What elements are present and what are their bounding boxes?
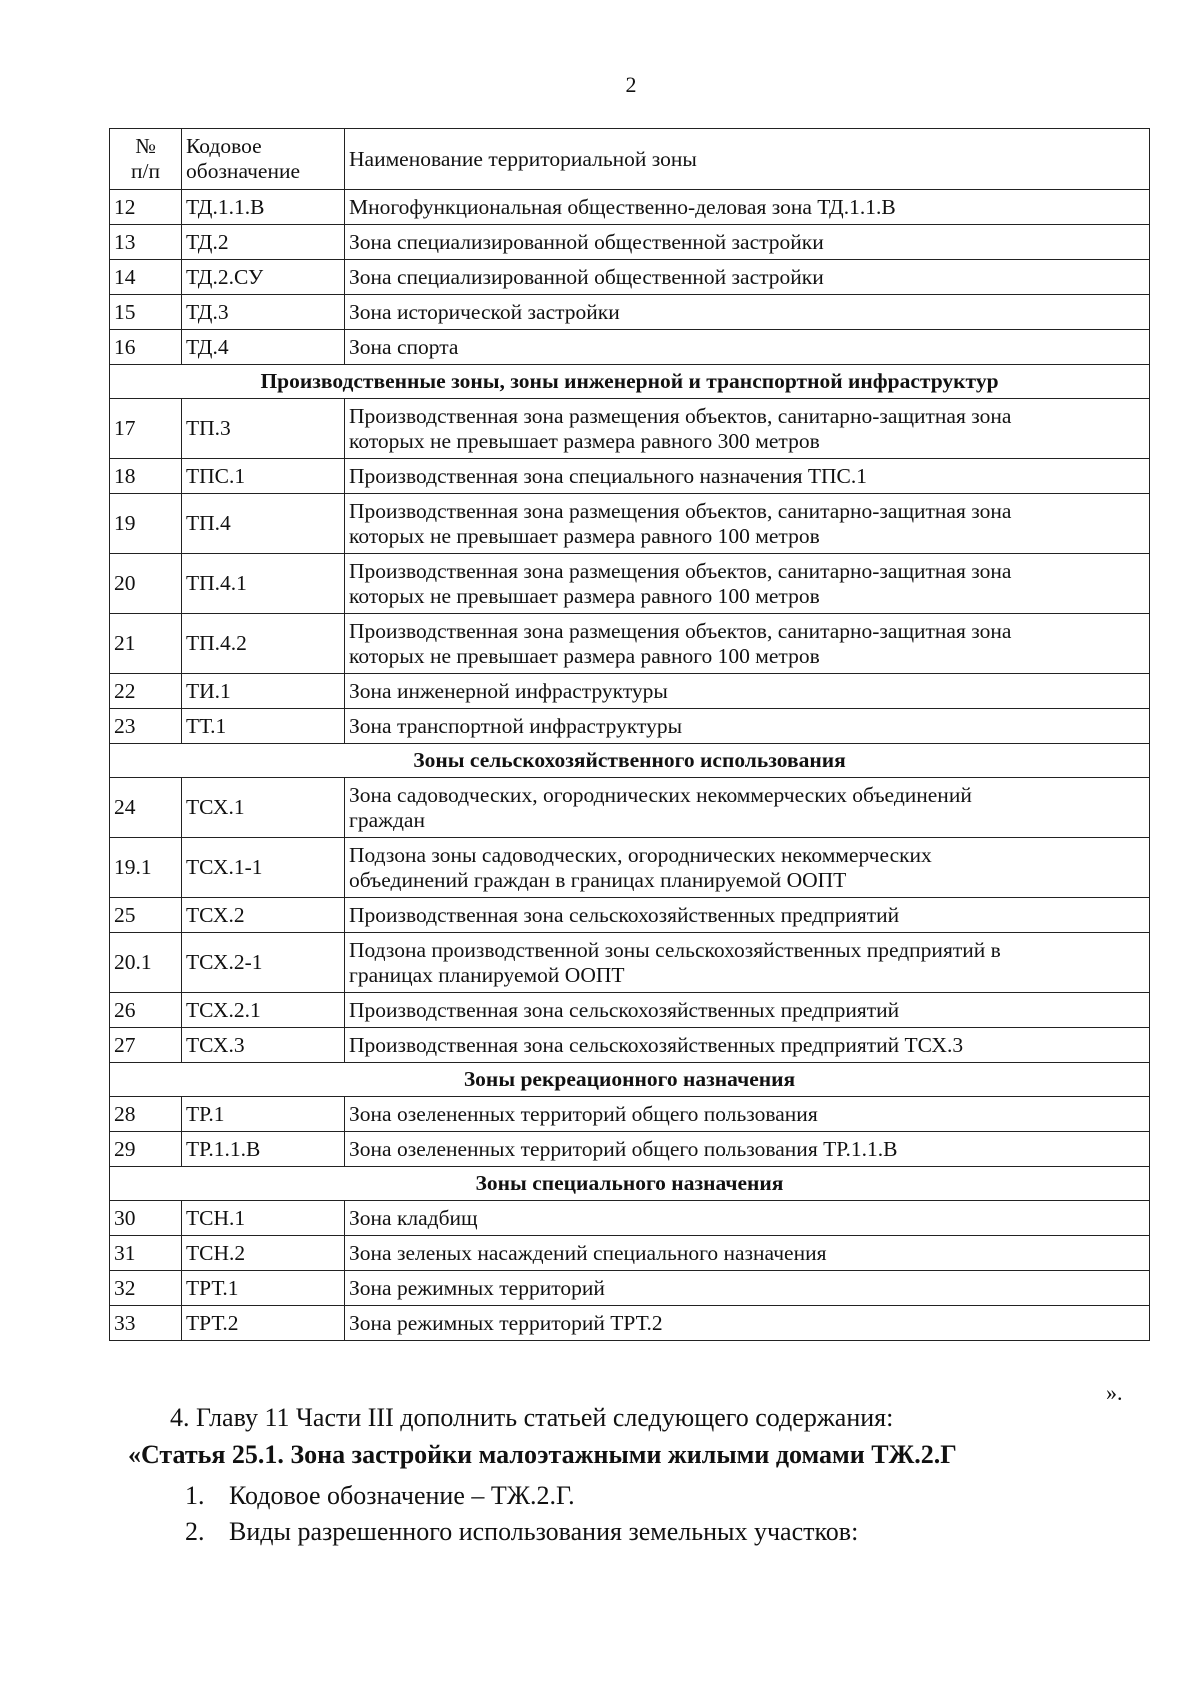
- row-number: 25: [110, 898, 182, 933]
- table-row: [110, 674, 1150, 709]
- row-zone-name: [345, 1132, 1150, 1167]
- row-code: ТД.2.СУ: [182, 260, 345, 295]
- table-row: [110, 554, 1150, 614]
- row-code: ТП.4.2: [182, 614, 345, 674]
- row-number: 28: [110, 1097, 182, 1132]
- table-section-row: [110, 1063, 1150, 1097]
- zone-name-line: Зона специализированной общественной застройки: [349, 264, 824, 289]
- section-title: Зоны рекреационного назначения: [110, 1063, 1150, 1097]
- row-code: ТПС.1: [182, 459, 345, 494]
- table-row: [110, 1236, 1150, 1271]
- table-row: [110, 1271, 1150, 1306]
- row-code: ТТ.1: [182, 709, 345, 744]
- list-item-number: 1.: [185, 1481, 205, 1510]
- row-number: 14: [110, 260, 182, 295]
- table-row: [110, 1028, 1150, 1063]
- table-row: [110, 1097, 1150, 1132]
- zone-name-line: Зона озелененных территорий общего пользования: [349, 1101, 818, 1126]
- row-number: 16: [110, 330, 182, 365]
- section-title: Зоны сельскохозяйственного использования: [110, 744, 1150, 778]
- header-num: [110, 129, 182, 190]
- zone-name-line: Зона инженерной инфраструктуры: [349, 678, 668, 703]
- table-row: [110, 459, 1150, 494]
- row-code: ТСХ.3: [182, 1028, 345, 1063]
- row-number: 32: [110, 1271, 182, 1306]
- table-row: [110, 993, 1150, 1028]
- table-row: [110, 225, 1150, 260]
- row-code: ТР.1.1.В: [182, 1132, 345, 1167]
- row-number: 13: [110, 225, 182, 260]
- row-code: ТСХ.2: [182, 898, 345, 933]
- row-number: 19: [110, 494, 182, 554]
- zone-name-line: границах планируемой ООПТ: [349, 962, 625, 987]
- row-zone-name: [345, 225, 1150, 260]
- row-zone-name: [345, 295, 1150, 330]
- header-code-line: Кодовое: [186, 134, 262, 158]
- zone-name-line: Зона кладбищ: [349, 1205, 478, 1230]
- row-zone-name: [345, 1201, 1150, 1236]
- row-zone-name: [345, 614, 1150, 674]
- row-zone-name: [345, 1271, 1150, 1306]
- zone-name-line: Многофункциональная общественно-деловая зона ТД.1.1.В: [349, 194, 896, 219]
- row-number: 17: [110, 399, 182, 459]
- table-row: [110, 898, 1150, 933]
- list-item-text: Кодовое обозначение – ТЖ.2.Г.: [229, 1481, 575, 1510]
- zone-name-line: объединений граждан в границах планируемой ООПТ: [349, 867, 847, 892]
- zone-name-line: которых не превышает размера равного 100 метров: [349, 643, 820, 668]
- zone-name-line: Зона специализированной общественной застройки: [349, 229, 824, 254]
- row-number: 29: [110, 1132, 182, 1167]
- row-zone-name: [345, 190, 1150, 225]
- row-number: 27: [110, 1028, 182, 1063]
- row-code: ТП.4.1: [182, 554, 345, 614]
- zone-name-line: Производственная зона размещения объектов, санитарно-защитная зона: [349, 498, 1012, 523]
- section-title: Производственные зоны, зоны инженерной и транспортной инфраструктур: [110, 365, 1150, 399]
- zone-name-line: Производственная зона размещения объектов, санитарно-защитная зона: [349, 618, 1012, 643]
- row-code: ТД.4: [182, 330, 345, 365]
- row-zone-name: [345, 1306, 1150, 1341]
- list-item: [185, 1514, 858, 1550]
- header-num-line: №: [135, 134, 156, 158]
- zone-name-line: Производственная зона сельскохозяйственных предприятий: [349, 997, 900, 1022]
- table-row: [110, 778, 1150, 838]
- closing-quote: ».: [1106, 1380, 1123, 1405]
- table-row: [110, 933, 1150, 993]
- table-row: [110, 838, 1150, 898]
- zone-name-line: Зона спорта: [349, 334, 459, 359]
- table-row: [110, 1306, 1150, 1341]
- zone-name-line: которых не превышает размера равного 100 метров: [349, 583, 820, 608]
- zone-name-line: Зона режимных территорий ТРТ.2: [349, 1310, 663, 1335]
- row-code: ТИ.1: [182, 674, 345, 709]
- row-number: 22: [110, 674, 182, 709]
- row-number: 21: [110, 614, 182, 674]
- zone-name-line: Производственная зона сельскохозяйственных предприятий: [349, 902, 900, 927]
- row-code: ТРТ.1: [182, 1271, 345, 1306]
- zone-name-line: Производственная зона сельскохозяйственных предприятий ТСХ.3: [349, 1032, 964, 1057]
- table-row: [110, 1132, 1150, 1167]
- row-code: ТП.3: [182, 399, 345, 459]
- zone-name-line: которых не превышает размера равного 100 метров: [349, 523, 820, 548]
- zone-name-line: Зона исторической застройки: [349, 299, 620, 324]
- row-zone-name: [345, 1236, 1150, 1271]
- row-code: ТД.2: [182, 225, 345, 260]
- table-row: [110, 330, 1150, 365]
- row-zone-name: [345, 399, 1150, 459]
- row-zone-name: [345, 1097, 1150, 1132]
- list-item-number: 2.: [185, 1517, 205, 1546]
- row-number: 20: [110, 554, 182, 614]
- row-zone-name: [345, 554, 1150, 614]
- row-code: ТСХ.1-1: [182, 838, 345, 898]
- table-section-row: [110, 744, 1150, 778]
- row-number: 12: [110, 190, 182, 225]
- row-code: ТСН.1: [182, 1201, 345, 1236]
- row-zone-name: [345, 1028, 1150, 1063]
- row-zone-name: [345, 993, 1150, 1028]
- header-name: Наименование территориальной зоны: [345, 129, 1150, 190]
- row-zone-name: [345, 330, 1150, 365]
- numbered-list: [185, 1478, 858, 1550]
- table-row: [110, 295, 1150, 330]
- table-row: [110, 260, 1150, 295]
- row-zone-name: [345, 898, 1150, 933]
- header-code: [182, 129, 345, 190]
- row-number: 19.1: [110, 838, 182, 898]
- zones-table: [109, 128, 1150, 1341]
- row-number: 26: [110, 993, 182, 1028]
- row-zone-name: [345, 260, 1150, 295]
- zone-name-line: Подзона зоны садоводческих, огороднических некоммерческих: [349, 842, 932, 867]
- table-section-row: [110, 1167, 1150, 1201]
- table-row: [110, 709, 1150, 744]
- header-num-line: п/п: [131, 159, 160, 183]
- row-number: 18: [110, 459, 182, 494]
- zone-name-line: которых не превышает размера равного 300 метров: [349, 428, 820, 453]
- row-code: ТСН.2: [182, 1236, 345, 1271]
- row-code: ТСХ.2.1: [182, 993, 345, 1028]
- table-row: [110, 614, 1150, 674]
- row-code: ТР.1: [182, 1097, 345, 1132]
- table-row: [110, 190, 1150, 225]
- row-number: 33: [110, 1306, 182, 1341]
- page-number: 2: [625, 72, 637, 97]
- article-title: «Статья 25.1. Зона застройки малоэтажными жилыми домами ТЖ.2.Г: [128, 1440, 957, 1469]
- row-code: ТД.3: [182, 295, 345, 330]
- zone-name-line: Производственная зона размещения объектов, санитарно-защитная зона: [349, 403, 1012, 428]
- row-code: ТСХ.1: [182, 778, 345, 838]
- table-row: [110, 399, 1150, 459]
- table-row: [110, 494, 1150, 554]
- row-number: 20.1: [110, 933, 182, 993]
- section-title: Зоны специального назначения: [110, 1167, 1150, 1201]
- row-code: ТРТ.2: [182, 1306, 345, 1341]
- row-zone-name: [345, 838, 1150, 898]
- zone-name-line: Производственная зона специального назначения ТПС.1: [349, 463, 867, 488]
- row-number: 31: [110, 1236, 182, 1271]
- row-zone-name: [345, 459, 1150, 494]
- zone-name-line: Подзона производственной зоны сельскохозяйственных предприятий в: [349, 937, 1001, 962]
- row-code: ТД.1.1.В: [182, 190, 345, 225]
- list-item: [185, 1478, 858, 1514]
- zone-name-line: Зона зеленых насаждений специального назначения: [349, 1240, 827, 1265]
- zone-name-line: Зона режимных территорий: [349, 1275, 605, 1300]
- zone-name-line: Зона озелененных территорий общего пользования ТР.1.1.В: [349, 1136, 898, 1161]
- zone-name-line: Производственная зона размещения объектов, санитарно-защитная зона: [349, 558, 1012, 583]
- zone-name-line: граждан: [349, 807, 425, 832]
- header-code-line: обозначение: [186, 159, 301, 183]
- table-row: [110, 1201, 1150, 1236]
- zones-table-body: [110, 190, 1150, 1341]
- row-code: ТСХ.2-1: [182, 933, 345, 993]
- row-zone-name: [345, 778, 1150, 838]
- row-code: ТП.4: [182, 494, 345, 554]
- table-section-row: [110, 365, 1150, 399]
- zone-name-line: Зона садоводческих, огороднических некоммерческих объединений: [349, 782, 972, 807]
- row-number: 15: [110, 295, 182, 330]
- list-item-text: Виды разрешенного использования земельных участков:: [229, 1517, 859, 1546]
- row-zone-name: [345, 494, 1150, 554]
- row-zone-name: [345, 933, 1150, 993]
- row-number: 23: [110, 709, 182, 744]
- row-zone-name: [345, 674, 1150, 709]
- paragraph-4: 4. Главу 11 Части III дополнить статьей следующего содержания:: [170, 1403, 894, 1432]
- table-header-row: [110, 129, 1150, 190]
- row-number: 24: [110, 778, 182, 838]
- zone-name-line: Зона транспортной инфраструктуры: [349, 713, 683, 738]
- row-zone-name: [345, 709, 1150, 744]
- row-number: 30: [110, 1201, 182, 1236]
